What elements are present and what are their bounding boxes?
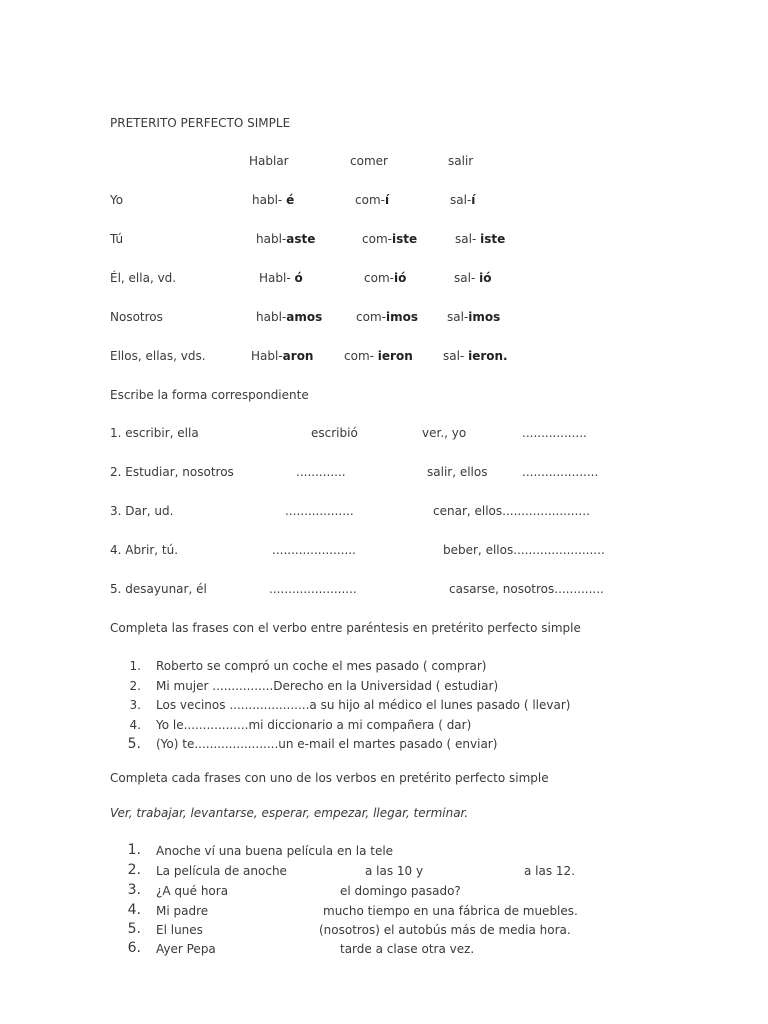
verb-header-hablar: Hablar bbox=[249, 154, 289, 168]
exercise1-item-c: salir, ellos bbox=[427, 465, 488, 479]
list-number: 4. bbox=[127, 902, 141, 918]
section2-heading: Completa las frases con el verbo entre paréntesis en pretérito perfecto simple bbox=[110, 621, 581, 635]
exercise1-item-a: 2. Estudiar, nosotros bbox=[110, 465, 234, 479]
list-item-part: a las 10 y bbox=[365, 864, 424, 878]
exercise1-item-a: 3. Dar, ud. bbox=[110, 504, 174, 518]
list-item: La película de anoche bbox=[156, 864, 287, 878]
list-item: El lunes bbox=[156, 923, 203, 937]
list-item: Roberto se compró un coche el mes pasado ( comprar) bbox=[156, 659, 487, 673]
list-item: Mi mujer ................Derecho en la Universidad ( estudiar) bbox=[156, 679, 499, 693]
exercise1-item-a: 1. escribir, ella bbox=[110, 426, 199, 440]
list-number: 2. bbox=[127, 862, 141, 878]
exercise1-item-c: cenar, ellos....................... bbox=[433, 504, 590, 518]
form-el-comer: com-ió bbox=[364, 271, 407, 285]
form-el-salir: sal- ió bbox=[454, 271, 492, 285]
exercise1-item-b: ............. bbox=[296, 465, 346, 479]
list-number: 4. bbox=[129, 718, 141, 732]
pronoun-tu: Tú bbox=[110, 232, 124, 246]
section1-heading: Escribe la forma correspondiente bbox=[110, 388, 309, 402]
form-yo-salir: sal-í bbox=[450, 193, 476, 207]
verb-header-comer: comer bbox=[350, 154, 388, 168]
list-item: (Yo) te......................un e-mail el martes pasado ( enviar) bbox=[156, 737, 498, 751]
form-nosotros-hablar: habl-amos bbox=[256, 310, 323, 324]
verb-list: Ver, trabajar, levantarse, esperar, empezar, llegar, terminar. bbox=[110, 806, 469, 820]
exercise1-item-d: .................... bbox=[522, 465, 599, 479]
pronoun-ellos: Ellos, ellas, vds. bbox=[110, 349, 206, 363]
form-el-hablar: Habl- ó bbox=[259, 271, 303, 285]
exercise1-item-c: ver., yo bbox=[422, 426, 467, 440]
list-number: 3. bbox=[127, 882, 141, 898]
list-item: Ayer Pepa bbox=[156, 942, 216, 956]
list-item-part: el domingo pasado? bbox=[340, 884, 461, 898]
form-ellos-comer: com- ieron bbox=[344, 349, 413, 363]
form-ellos-salir: sal- ieron. bbox=[443, 349, 508, 363]
list-item-part: a las 12. bbox=[524, 864, 576, 878]
form-tu-hablar: habl-aste bbox=[256, 232, 316, 246]
list-item: Anoche ví una buena película en la tele bbox=[156, 844, 394, 858]
exercise1-item-b: escribió bbox=[311, 426, 358, 440]
list-number: 6. bbox=[127, 940, 141, 956]
exercise1-item-b: ....................... bbox=[269, 582, 357, 596]
list-number: 1. bbox=[127, 842, 141, 858]
list-item-part: mucho tiempo en una fábrica de muebles. bbox=[323, 904, 578, 918]
exercise1-item-c: casarse, nosotros............. bbox=[449, 582, 604, 596]
form-yo-hablar: habl- é bbox=[252, 193, 295, 207]
list-number: 5. bbox=[127, 736, 141, 752]
pronoun-yo: Yo bbox=[110, 193, 124, 207]
list-number: 2. bbox=[129, 679, 141, 693]
list-number: 3. bbox=[129, 698, 141, 712]
pronoun-nosotros: Nosotros bbox=[110, 310, 163, 324]
list-item: Mi padre bbox=[156, 904, 209, 918]
verb-header-salir: salir bbox=[448, 154, 474, 168]
list-number: 5. bbox=[127, 921, 141, 937]
exercise1-item-b: .................. bbox=[285, 504, 354, 518]
list-item: ¿A qué hora bbox=[156, 884, 229, 898]
form-tu-comer: com-iste bbox=[362, 232, 418, 246]
exercise1-item-d: ................. bbox=[522, 426, 587, 440]
pronoun-el: Él, ella, vd. bbox=[110, 271, 177, 285]
list-number: 1. bbox=[129, 659, 141, 673]
exercise1-item-a: 4. Abrir, tú. bbox=[110, 543, 179, 557]
list-item: Los vecinos .....................a su hijo al médico el lunes pasado ( llevar) bbox=[156, 698, 571, 712]
list-item-part: (nosotros) el autobús más de media hora. bbox=[319, 923, 571, 937]
list-item-part: tarde a clase otra vez. bbox=[340, 942, 475, 956]
form-nosotros-salir: sal-imos bbox=[447, 310, 501, 324]
exercise1-item-a: 5. desayunar, él bbox=[110, 582, 207, 596]
section3-heading: Completa cada frases con uno de los verbos en pretérito perfecto simple bbox=[110, 771, 549, 785]
exercise1-item-b: ...................... bbox=[272, 543, 356, 557]
form-nosotros-comer: com-imos bbox=[356, 310, 418, 324]
page-title: PRETERITO PERFECTO SIMPLE bbox=[110, 116, 291, 130]
form-yo-comer: com-í bbox=[355, 193, 390, 207]
exercise1-item-c: beber, ellos........................ bbox=[443, 543, 605, 557]
form-tu-salir: sal- iste bbox=[455, 232, 506, 246]
form-ellos-hablar: Habl-aron bbox=[251, 349, 314, 363]
list-item: Yo le.................mi diccionario a mi compañera ( dar) bbox=[156, 718, 472, 732]
